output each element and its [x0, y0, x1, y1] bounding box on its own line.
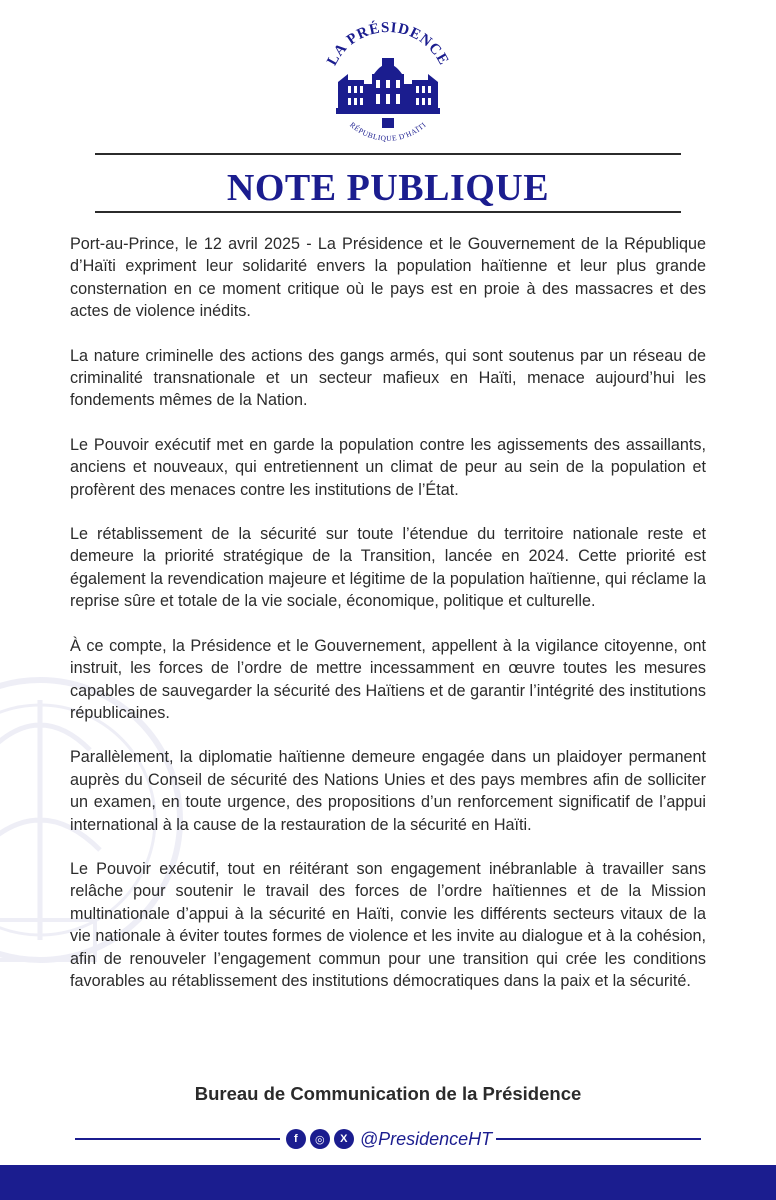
- paragraph-1: Port-au-Prince, le 12 avril 2025 - La Présidence et le Gouvernement de la République d’Haïti expriment leur solidarité envers la population haïtienne et leur plus grande consternation en ce moment critique où le pays est en proie à des massacres et des actes de violence inédits.: [70, 235, 706, 321]
- footer-bar: [0, 1165, 776, 1200]
- presidence-logo: [308, 18, 468, 148]
- title-rule-bottom: [95, 211, 681, 213]
- logo-arc-top-text: LA PRÉSIDENCE: [324, 19, 452, 69]
- x-icon[interactable]: X: [334, 1129, 354, 1149]
- social-handle-bar: [0, 1126, 776, 1152]
- paragraph-6: Parallèlement, la diplomatie haïtienne demeure engagée dans un plaidoyer permanent auprès du Conseil de sécurité des Nations Unies et des pays membres afin de solliciter un examen, en toute urgence, des propositions d’un renforcement significatif de l’appui international à la cause de la restauration de la sécurité en Haïti.: [70, 748, 706, 834]
- paragraph-7: Le Pouvoir exécutif, tout en réitérant son engagement inébranlable à travailler sans relâche pour soutenir le travail des forces de l’ordre haïtiennes et de la Mission multinationale d’appui à la sécurité en Haïti, convie les différents secteurs vitaux de la vie nationale à éviter toutes formes de violence et les invite au dialogue et à la cohésion, afin de renouveler l’engagement commun pour une transition qui crée les conditions favorables au rétablissement des institutions démocratiques dans la paix et la sécurité.: [70, 859, 706, 990]
- instagram-icon[interactable]: ◎: [310, 1129, 330, 1149]
- facebook-icon[interactable]: f: [286, 1129, 306, 1149]
- paragraph-2: La nature criminelle des actions des gangs armés, qui sont soutenus par un réseau de criminalité transnationale et un secteur mafieux en Haïti, menace aujourd’hui les fondements mêmes de la Nation.: [70, 346, 706, 410]
- signature: Bureau de Communication de la Présidence: [194, 1083, 582, 1104]
- title-rule-top: [95, 153, 681, 155]
- social-divider-right: [496, 1138, 701, 1140]
- paragraph-5: À ce compte, la Présidence et le Gouvernement, appellent à la vigilance citoyenne, ont instruit, les forces de l’ordre de mettre incessamment en œuvre toutes les mesures capables de sauvegarder la sécurité des Haïtiens et de garantir l’intégrité des institutions républicaines.: [70, 636, 706, 722]
- logo-arc-bottom-text: RÉPUBLIQUE D'HAÏTI: [348, 120, 428, 143]
- note-body: [70, 233, 706, 1014]
- paragraph-4: Le rétablissement de la sécurité sur toute l’étendue du territoire nationale reste et demeure la priorité stratégique de la Transition, lancée en 2024. Cette priorité est également la revendication majeure et légitime de la population haïtienne, qui réclame la reprise sûre et totale de la vie sociale, économique, politique et culturelle.: [70, 525, 706, 611]
- social-handle[interactable]: @PresidenceHT: [359, 1128, 493, 1149]
- coat-of-arms-icon: [382, 118, 394, 128]
- page-title: NOTE PUBLIQUE: [226, 167, 550, 209]
- paragraph-3: Le Pouvoir exécutif met en garde la population contre les agissements des assaillants, anciens et nouveaux, qui entretiennent un climat de peur au sein de la population et profèrent des menaces contre les institutions de l’État.: [70, 435, 706, 499]
- social-divider-left: [75, 1138, 280, 1140]
